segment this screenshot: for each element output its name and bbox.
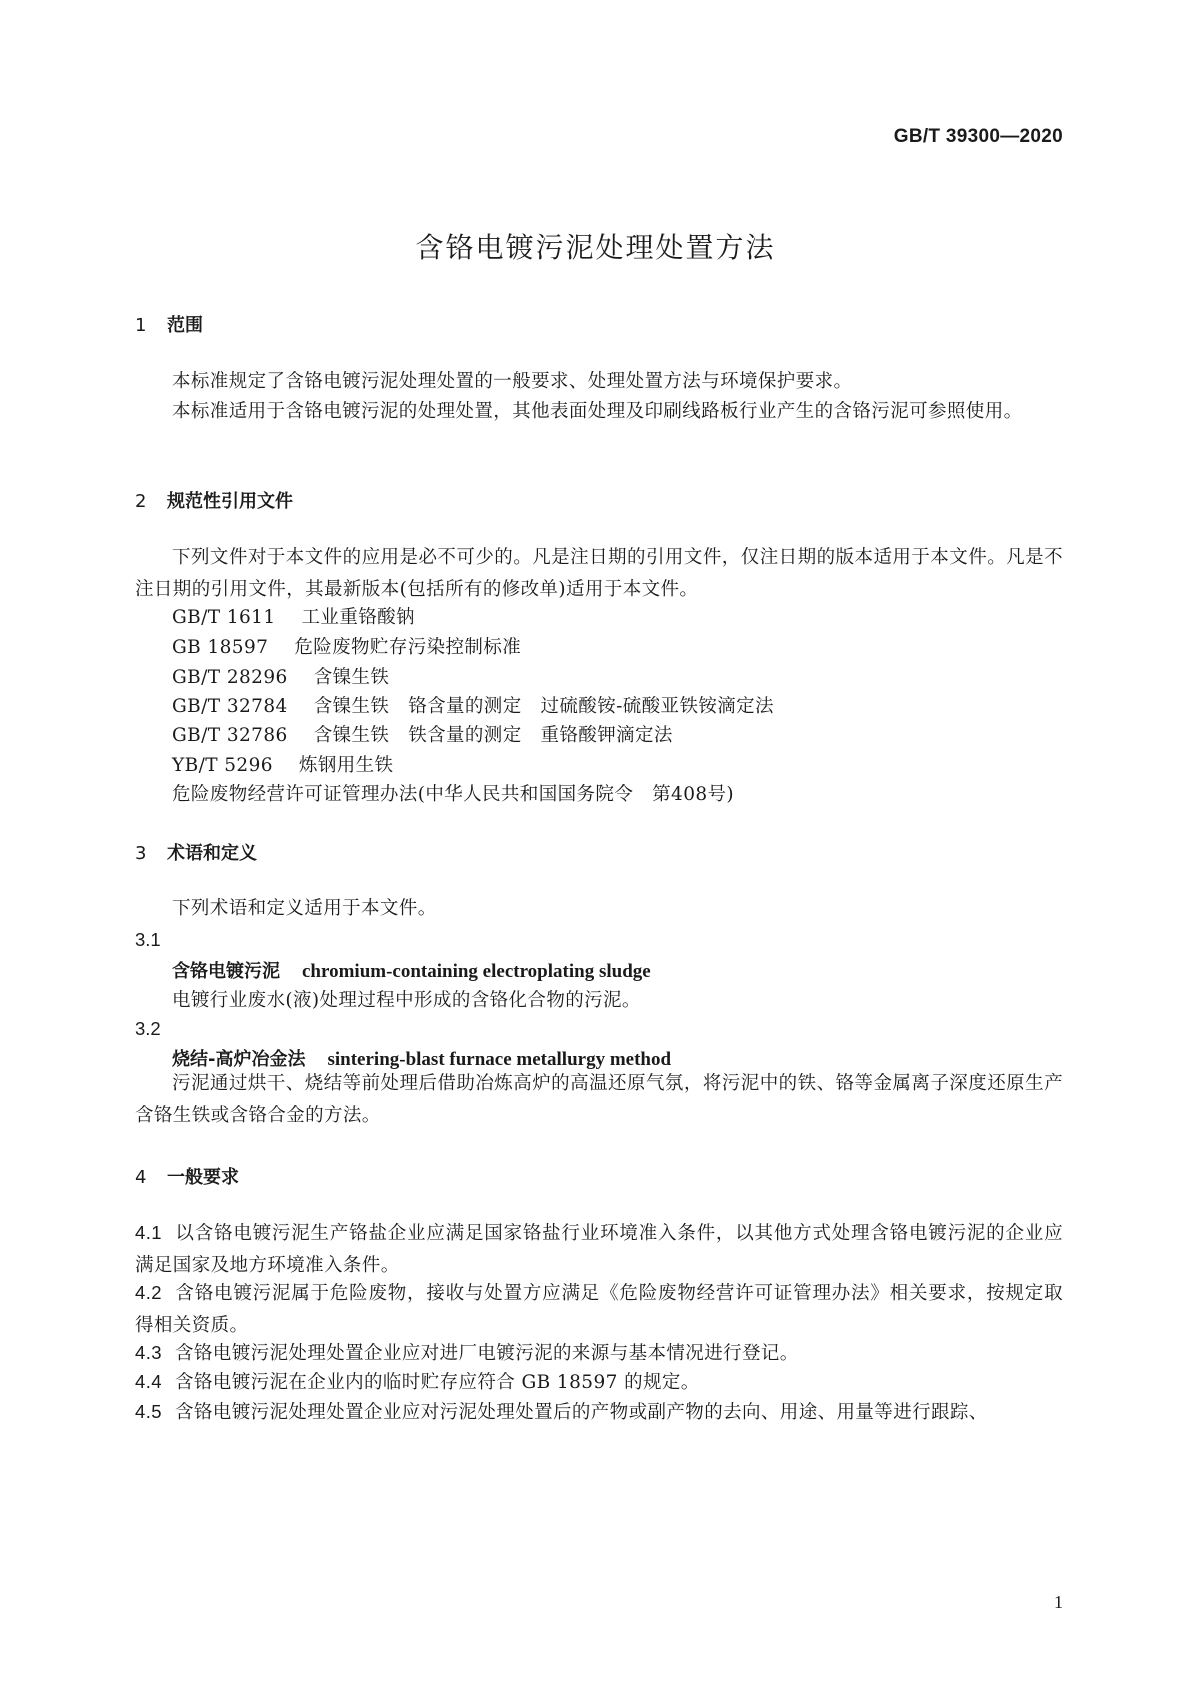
paragraph-references-intro: 下列文件对于本文件的应用是必不可少的。凡是注日期的引用文件，仅注日期的版本适用于本文件。凡是不注日期的引用文件，其最新版本(包括所有的修改单)适用于本文件。 (135, 547, 1063, 600)
clause-item: 4.1 以含铬电镀污泥生产铬盐企业应满足国家铬盐行业环境准入条件，以其他方式处理含铬电镀污泥的企业应满足国家及地方环境准入条件。 (135, 1222, 1063, 1276)
paragraph-terms-intro: 下列术语和定义适用于本文件。 (172, 898, 437, 919)
document-title: 含铬电镀污泥处理处置方法 (415, 231, 776, 264)
section-heading-1 (135, 311, 203, 337)
section-heading-3 (135, 839, 257, 865)
section-number: 4 (135, 1167, 147, 1188)
clause-item: 4.2 含铬电镀污泥属于危险废物，接收与处置方应满足《危险废物经营许可证管理办法》相关要求，按规定取得相关资质。 (135, 1282, 1063, 1336)
section-title: 范围 (167, 315, 203, 336)
section-number: 3 (135, 843, 147, 864)
term-heading: 含铬电镀污泥 chromium-containing electroplating sludge (172, 961, 651, 982)
term-number: 3.2 (135, 1018, 161, 1039)
reference-item: GB/T 32786 含镍生铁 铁含量的测定 重铬酸钾滴定法 (172, 725, 673, 746)
term-definition: 污泥通过烘干、烧结等前处理后借助冶炼高炉的高温还原气氛，将污泥中的铁、铬等金属离子深度还原生产含铬生铁或含铬合金的方法。 (135, 1073, 1063, 1126)
reference-item: GB 18597 危险废物贮存污染控制标准 (172, 637, 522, 658)
paragraph-scope-1: 本标准规定了含铬电镀污泥处理处置的一般要求、处理处置方法与环境保护要求。 (172, 371, 853, 392)
section-title: 一般要求 (167, 1167, 239, 1188)
section-title: 术语和定义 (167, 843, 257, 864)
clause-item: 4.4 含铬电镀污泥在企业内的临时贮存应符合 GB 18597 的规定。 (135, 1371, 700, 1393)
section-heading-2 (135, 487, 293, 513)
page-number: 1 (1054, 1592, 1063, 1612)
section-number: 2 (135, 491, 147, 512)
reference-item: GB/T 32784 含镍生铁 铬含量的测定 过硫酸铵-硫酸亚铁铵滴定法 (172, 696, 774, 717)
term-number: 3.1 (135, 929, 161, 950)
standard-code: GB/T 39300—2020 (893, 126, 1063, 147)
section-number: 1 (135, 315, 147, 336)
section-heading-4 (135, 1163, 239, 1189)
clause-item: 4.5 含铬电镀污泥处理处置企业应对污泥处理处置后的产物或副产物的去向、用途、用量等进行跟踪、 (135, 1401, 988, 1423)
term-heading: 烧结-高炉冶金法 sintering-blast furnace metallurgy method (172, 1049, 672, 1070)
clause-item: 4.3 含铬电镀污泥处理处置企业应对进厂电镀污泥的来源与基本情况进行登记。 (135, 1342, 799, 1364)
reference-item: GB/T 1611 工业重铬酸钠 (172, 607, 415, 628)
reference-item: GB/T 28296 含镍生铁 (172, 667, 390, 688)
reference-item: YB/T 5296 炼钢用生铁 (172, 755, 394, 776)
term-definition: 电镀行业废水(液)处理过程中形成的含铬化合物的污泥。 (172, 990, 641, 1011)
reference-item: 危险废物经营许可证管理办法(中华人民共和国国务院令 第408号) (172, 784, 735, 805)
section-title: 规范性引用文件 (167, 491, 293, 512)
paragraph-scope-2: 本标准适用于含铬电镀污泥的处理处置，其他表面处理及印刷线路板行业产生的含铬污泥可参照使用。 (172, 401, 1023, 422)
